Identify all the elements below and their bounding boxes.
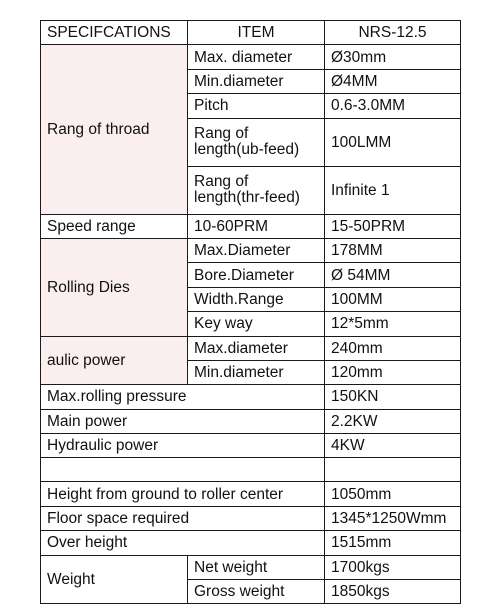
table-row-blank <box>41 458 461 482</box>
item-speed-range: 10-60PRM <box>188 214 325 238</box>
item-length-ub-feed: Rang of length(ub-feed) <box>188 118 325 166</box>
value-length-thr-feed: Infinite 1 <box>325 166 461 214</box>
label-speed-range: Speed range <box>41 214 188 238</box>
item-dies-width-range: Width.Range <box>188 287 325 311</box>
value-floor-space: 1345*1250Wmm <box>325 506 461 530</box>
table-row <box>41 482 461 506</box>
blank-cell <box>325 458 461 482</box>
group-weight: Weight <box>41 555 188 604</box>
label-height-to-roller: Height from ground to roller center <box>41 482 325 506</box>
table-row <box>41 409 461 433</box>
group-rolling-dies: Rolling Dies <box>41 238 188 336</box>
table-row <box>41 45 461 69</box>
label-over-height: Over height <box>41 531 325 555</box>
value-height-to-roller: 1050mm <box>325 482 461 506</box>
blank-cell <box>41 458 325 482</box>
value-min-diameter: Ø4MM <box>325 69 461 93</box>
value-aulic-max-diameter: 240mm <box>325 336 461 360</box>
table-row <box>41 555 461 579</box>
table-row <box>41 385 461 409</box>
table-row <box>41 214 461 238</box>
value-aulic-min-diameter: 120mm <box>325 360 461 384</box>
item-net-weight: Net weight <box>188 555 325 579</box>
item-pitch: Pitch <box>188 94 325 118</box>
label-max-rolling-pressure: Max.rolling pressure <box>41 385 325 409</box>
value-max-rolling-pressure: 150KN <box>325 385 461 409</box>
value-pitch: 0.6-3.0MM <box>325 94 461 118</box>
item-length-thr-feed: Rang of length(thr-feed) <box>188 166 325 214</box>
value-speed-range: 15-50PRM <box>325 214 461 238</box>
value-gross-weight: 1850kgs <box>325 580 461 604</box>
label-floor-space: Floor space required <box>41 506 325 530</box>
value-over-height: 1515mm <box>325 531 461 555</box>
header-specifications: SPECIFCATIONS <box>41 21 188 45</box>
group-thread-range: Rang of throad <box>41 45 188 214</box>
item-max-diameter: Max. diameter <box>188 45 325 69</box>
value-length-ub-feed: 100LMM <box>325 118 461 166</box>
header-item: ITEM <box>188 21 325 45</box>
label-hydraulic-power: Hydraulic power <box>41 434 325 458</box>
group-aulic-power: aulic power <box>41 336 188 385</box>
label-main-power: Main power <box>41 409 325 433</box>
item-min-diameter: Min.diameter <box>188 69 325 93</box>
value-main-power: 2.2KW <box>325 409 461 433</box>
specifications-table <box>40 20 461 604</box>
table-row <box>41 506 461 530</box>
item-aulic-min-diameter: Min.diameter <box>188 360 325 384</box>
item-aulic-max-diameter: Max.diameter <box>188 336 325 360</box>
item-dies-bore-diameter: Bore.Diameter <box>188 263 325 287</box>
table-row <box>41 238 461 262</box>
item-dies-key-way: Key way <box>188 312 325 336</box>
value-max-diameter: Ø30mm <box>325 45 461 69</box>
value-dies-key-way: 12*5mm <box>325 312 461 336</box>
item-dies-max-diameter: Max.Diameter <box>188 238 325 262</box>
table-row <box>41 531 461 555</box>
table-header-row <box>41 21 461 45</box>
value-hydraulic-power: 4KW <box>325 434 461 458</box>
table-row <box>41 336 461 360</box>
table-row <box>41 434 461 458</box>
item-gross-weight: Gross weight <box>188 580 325 604</box>
value-dies-width-range: 100MM <box>325 287 461 311</box>
header-model: NRS-12.5 <box>325 21 461 45</box>
value-dies-bore-diameter: Ø 54MM <box>325 263 461 287</box>
value-dies-max-diameter: 178MM <box>325 238 461 262</box>
value-net-weight: 1700kgs <box>325 555 461 579</box>
